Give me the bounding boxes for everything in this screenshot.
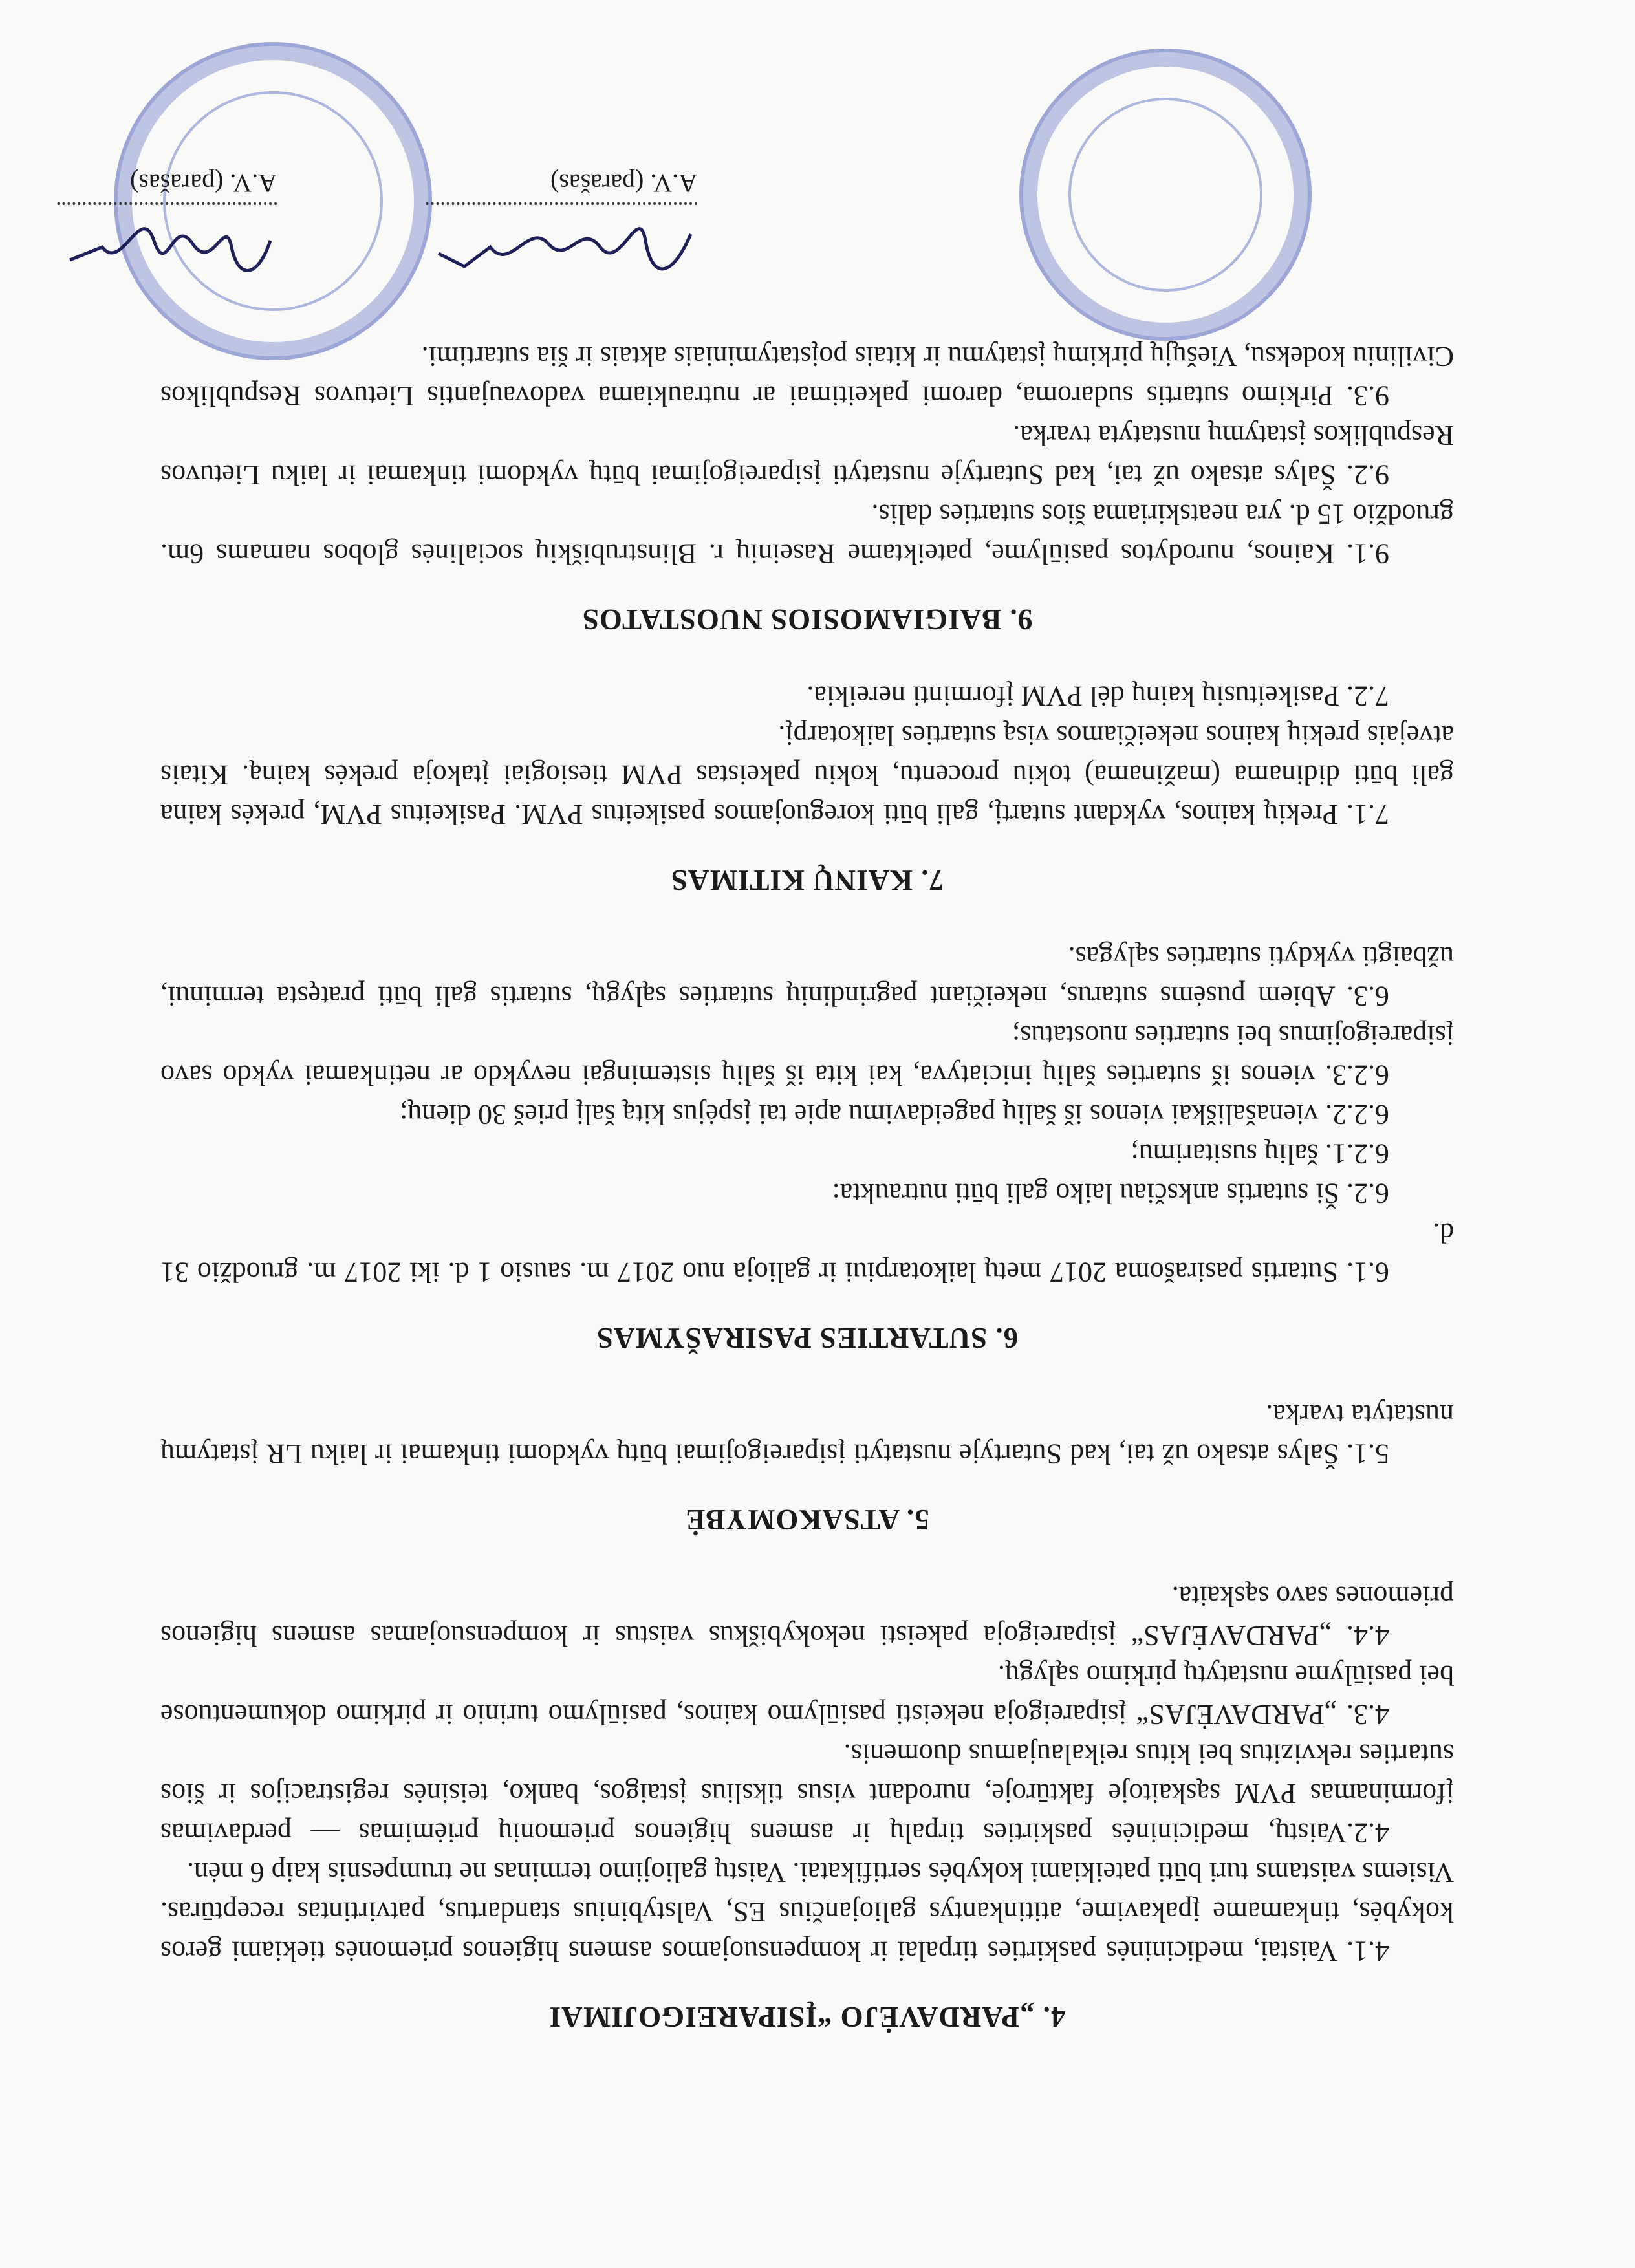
handwritten-signature <box>57 215 277 292</box>
contract-body <box>160 337 1454 2074</box>
handwritten-signature <box>426 215 697 292</box>
paragraph-4-1: 4.1. Vaistai, medicininės paskirties tirpalai ir kompensuojamos asmens higienos priemonės tiekiami geros kokybės, tinkamame įpakavime, atitinkantys galiojančius ES, Valstybinius standartus, patvirtintas receptūras. Visiems vaistams turi būti pateikiami kokybės sertifikatai. Vaistų galiojimo terminas ne trumpesnis kaip 6 mėn. <box>160 1857 1454 1967</box>
paragraph-6-3: 6.3. Abiem pusėms sutarus, nekeičiant pagrindinių sutarties sąlygų, sutartis gali būti pratęsta terminui, užbaigti vykdyti sutarties sąlygas. <box>160 941 1454 1012</box>
signature-block-seller <box>57 168 277 231</box>
paragraph-5-1: 5.1. Šalys atsako už tai, kad Sutartyje nustatyti įsipareigojimai būtų vykdomi tinkamai ir laiku LR įstatymų nustatyta tvarka. <box>160 1399 1454 1470</box>
section-7 <box>160 676 1454 900</box>
paragraph-4-2: 4.2.Vaistų, medicininės paskirties tirpalų ir asmens higienos priemonių priėmimas — perdavimas įforminamas PVM sąskaitoje faktūroje, nurodant visus tikslius įstaigos, banko, teisinės registracijos ir šios sutarties rekvizitus bei kitus reikalaujamus duomenis. <box>160 1738 1454 1849</box>
stamp-buyer <box>1019 49 1312 341</box>
paragraph-9-2: 9.2. Šalys atsako už tai, kad Sutartyje nustatyti įsipareigojimai būtų vykdomi tinkamai ir laiku Lietuvos Respublikos įstatymų nustatyta tvarka. <box>160 420 1454 491</box>
paragraph-4-4: 4.4. „PARDAVĖJAS“ įsipareigoja pakeisti nekokybiškus vaistus ir kompensuojamas asmens higienos priemones savo sąskaita. <box>160 1581 1454 1652</box>
section-4 <box>160 1577 1454 2036</box>
paragraph-6-2-2: 6.2.2. vienašališkai vienos iš šalių pageidavimu apie tai įspėjus kitą šalį prieš 30 dienų; <box>400 1099 1389 1130</box>
section-title: 4. „PARDAVĖJO “ĮSIPAREIGOJIMAI <box>548 2001 1066 2033</box>
paragraph-7-2: 7.2. Pasikeitusių kainų dėl PVM įforminti nereikia. <box>807 680 1389 712</box>
paragraph-6-2: 6.2. Ši sutartis anksčiau laiko gali būti nutraukta: <box>832 1178 1389 1209</box>
paragraph-9-3: 9.3. Pirkimo sutartis sudaroma, daromi pakeitimai ar nutraukiama vadovaujantis Lietuvos Respublikos Civiliniu kodeksu, Viešųjų pirkimų įstatymu ir kitais poįstatyminiais aktais ir šia sutartimi. <box>160 341 1454 412</box>
paragraph-9-1: 9.1. Kainos, nurodytos pasiūlyme, pateiktame Raseinių r. Blinstrubiškių socialinės globos namams 6m. gruodžio 15 d. yra neatskiriama šios sutarties dalis. <box>160 499 1454 570</box>
paragraph-7-1: 7.1. Prekių kainos, vykdant sutartį, gali būti koreguojamos pasikeitus PVM. Pasikeitus PVM, prekės kaina gali būti didinama (mažinama) tokiu procentu, kokiu pakeistas PVM tiesiogiai įtakoja prekės kainą. Kitais atvejais prekių kainos nekeičiamos visą sutarties laikotarpį. <box>160 720 1454 830</box>
section-5 <box>160 1395 1454 1539</box>
section-title: 5. ATSAKOMYBĖ <box>685 1504 929 1536</box>
section-title: 9. BAIGIAMOSIOS NUOSTATOS <box>581 603 1033 636</box>
section-6 <box>160 937 1454 1357</box>
paragraph-6-1: 6.1. Sutartis pasirašoma 2017 metų laikotarpiui ir galioja nuo 2017 m. sausio 1 d. iki 2017 m. gruodžio 31 d. <box>160 1217 1454 1288</box>
section-9 <box>160 337 1454 639</box>
signature-label: A.V. (parašas) <box>130 169 277 198</box>
paragraph-4-3: 4.3. „PARDAVĖJAS“ įsipareigoja nekeisti pasiūlymo kainos, pasiūlymo turinio ir pirkimo dokumentuose bei pasiūlyme nustatytų pirkimo sąlygų. <box>160 1659 1454 1731</box>
signature-label: A.V. (parašas) <box>550 169 697 198</box>
paragraph-6-2-3: 6.2.3. vienos iš sutarties šalių iniciatyva, kai kita iš šalių sistemingai nevykdo ar netinkamai vykdo savo įsipareigojimus bei sutarties nuostatus; <box>160 1020 1454 1091</box>
paragraph-6-2-1: 6.2.1. šalių susitarimu; <box>1131 1138 1389 1170</box>
section-title: 7. KAINŲ KITIMAS <box>670 864 944 896</box>
signature-block-buyer <box>426 168 697 231</box>
section-title: 6. SUTARTIES PASIRAŠYMAS <box>596 1322 1019 1354</box>
stamp-inner-ring <box>1068 98 1262 292</box>
